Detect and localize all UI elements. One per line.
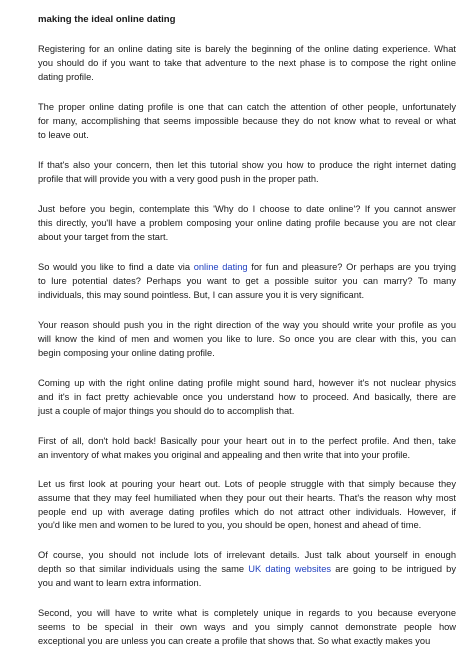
text-line — [38, 71, 456, 85]
text-line — [38, 57, 456, 71]
text-segment: just a couple of major things you should do to accomplish that. — [38, 405, 295, 416]
text-line — [38, 621, 456, 635]
paragraph — [38, 101, 456, 142]
text-segment: So would you like to find a date via — [38, 262, 194, 272]
text-segment: If that's also your concern, then let this tutorial show you how to produce the right internet dating — [38, 160, 456, 170]
paragraph — [38, 319, 456, 360]
text-line — [38, 391, 456, 405]
text-line — [38, 492, 456, 506]
text-segment: are going to be intrigued by — [331, 563, 457, 574]
text-line — [38, 231, 456, 245]
paragraph — [38, 261, 456, 302]
inline-link[interactable]: UK dating websites — [248, 563, 332, 574]
text-line — [38, 635, 456, 649]
text-line — [38, 129, 456, 143]
text-line — [38, 563, 456, 577]
text-line — [38, 43, 456, 57]
text-line — [38, 319, 456, 333]
text-segment: Registering for an online dating site is barely the beginning of the online dating experience. What — [38, 44, 456, 54]
paragraph — [38, 478, 456, 533]
text-segment: for many, accomplishing that seems impossible because they do not know what to reveal or what — [38, 115, 456, 126]
text-line — [38, 549, 456, 563]
text-line — [38, 203, 456, 217]
text-segment: will know the kind of men and women you like to lure. So once you are clear with this, you can — [38, 333, 456, 344]
paragraph — [38, 607, 456, 648]
text-segment: and it's in fact pretty achievable once you understand how to proceed. And basically, there are — [38, 391, 456, 402]
text-segment: Coming up with the right online dating profile might sound hard, however it's not nuclear physics — [38, 378, 456, 388]
text-line — [38, 333, 456, 347]
text-segment: Your reason should push you in the right direction of the way you should write your profile as you — [38, 320, 456, 330]
text-line — [38, 289, 456, 303]
text-segment: Second, you will have to write what is completely unique in regards to you because everyone — [38, 608, 456, 618]
text-line — [38, 275, 456, 289]
document-title: making the ideal online dating — [38, 14, 176, 25]
text-line — [38, 506, 456, 520]
text-segment: depth so that similar individuals using the same — [38, 563, 249, 574]
text-segment: The proper online dating profile is one that can catch the attention of other people, unfortunately — [38, 102, 456, 112]
text-segment: Let us first look at pouring your heart out. Lots of people struggle with that simply because they — [38, 479, 456, 489]
text-segment: people end up with average dating profiles which do not attract other individuals. However, if — [38, 506, 456, 517]
text-line — [38, 347, 456, 361]
paragraph — [38, 549, 456, 590]
paragraph — [38, 203, 456, 244]
text-segment: begin composing your online dating profile. — [38, 347, 215, 358]
text-segment: an inventory of what makes you original and appealing and then write that into your profile. — [38, 449, 411, 460]
text-line — [38, 377, 456, 391]
text-segment: this directly, you'll have a problem composing your online dating profile because you are not clear — [38, 217, 456, 228]
text-segment: for fun and pleasure? Or perhaps are you trying — [247, 262, 456, 272]
text-line — [38, 101, 456, 115]
text-line — [38, 405, 456, 419]
text-line — [38, 173, 456, 187]
text-line — [38, 435, 456, 449]
paragraph — [38, 377, 456, 418]
text-segment: about your target from the start. — [38, 231, 169, 242]
text-segment: to leave out. — [38, 129, 89, 140]
text-segment: individuals, this may sound pointless. But, I can assure you it is very significant. — [38, 289, 365, 300]
paragraph — [38, 435, 456, 463]
text-line — [38, 607, 456, 621]
text-line — [38, 519, 456, 533]
text-segment: First of all, don't hold back! Basically pour your heart out in to the perfect profile. And then, take — [38, 436, 456, 446]
inline-link[interactable]: online dating — [193, 262, 248, 272]
text-segment: seems to be special in their own ways and you simply cannot demonstrate people how — [38, 621, 456, 632]
text-line — [38, 217, 456, 231]
text-line — [38, 577, 456, 591]
paragraph — [38, 43, 456, 84]
text-segment: Of course, you should not include lots of irrelevant details. Just talk about yourself in enough — [38, 550, 456, 560]
text-segment: exceptional you are unless you can create a profile that shows that. So what exactly makes you — [38, 635, 431, 646]
text-line — [38, 261, 456, 275]
text-line — [38, 449, 456, 463]
paragraph — [38, 159, 456, 187]
text-line — [38, 159, 456, 173]
text-segment: you and want to learn extra information. — [38, 577, 202, 588]
text-segment: you should do if you want to take that adventure to the next phase is to compose the right online — [38, 57, 456, 68]
text-segment: to lure potential dates? Perhaps you want to get a possible suitor you can marry? To many — [38, 275, 456, 286]
text-line — [38, 478, 456, 492]
text-segment: Just before you begin, contemplate this 'Why do I choose to date online'? If you cannot answer — [38, 204, 456, 214]
text-segment: dating profile. — [38, 71, 94, 82]
text-segment: profile that will provide you with a very good push in the proper path. — [38, 173, 319, 184]
text-line — [38, 115, 456, 129]
text-segment: you'd like men and women to be lured to you, you should be open, honest and ahead of time. — [38, 520, 422, 531]
text-segment: assume that they may feel humiliated when they pour out their hearts. That's the reason why most — [38, 492, 456, 503]
